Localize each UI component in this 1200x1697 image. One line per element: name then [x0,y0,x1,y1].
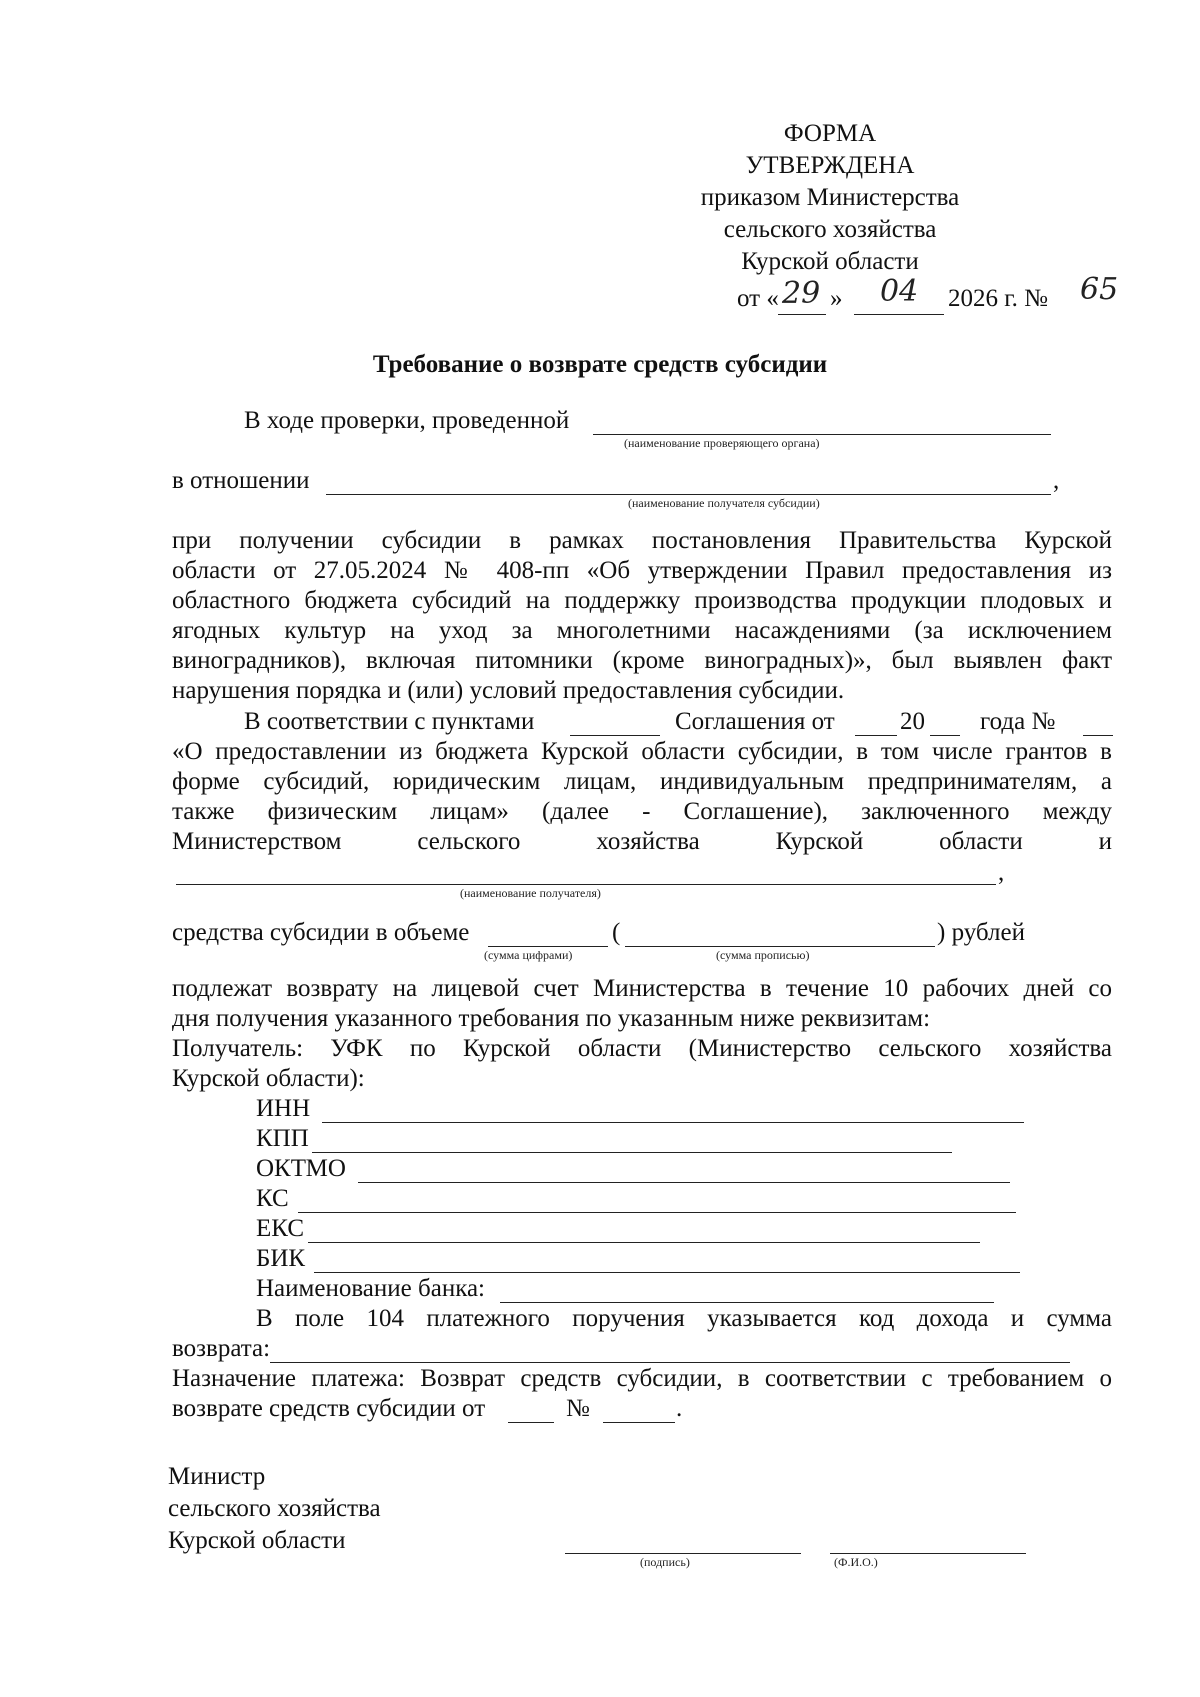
signature-title-line2: сельского хозяйства [168,1495,381,1522]
requisite-kpp-field[interactable] [312,1152,952,1153]
sum-paren-close: ) рублей [937,919,1025,946]
stamp-quote-close: » [830,285,843,312]
regarding-caption: (наименование получателя субсидии) [628,496,820,510]
requisite-bik-label: БИК [256,1245,306,1272]
signature-field[interactable] [565,1553,801,1554]
agreement-from-label: Соглашения от [675,708,835,735]
stamp-date-prefix: от « [737,285,779,312]
check-lead-caption: (наименование проверяющего органа) [624,436,820,450]
para1-line: областного бюджета субсидий на поддержку производства продукции плодовых и [172,587,1112,614]
signature-caption: (подпись) [640,1555,690,1569]
field104-line1: В поле 104 платежного поручения указывается код дохода и сумма [256,1305,1112,1332]
requisite-kpp-label: КПП [256,1125,309,1152]
stamp-ministry: сельского хозяйства [723,216,937,243]
requisite-oktmo-label: ОКТМО [256,1155,346,1182]
agreement-points-label: В соответствии с пунктами [244,708,535,735]
stamp-year-number: 2026 г. № [948,285,1049,312]
requisite-inn-label: ИНН [256,1095,311,1122]
sum-digits-caption: (сумма цифрами) [484,948,573,962]
regarding-label: в отношении [172,467,310,494]
purpose-line1: Назначение платежа: Возврат средств субсидии, в соответствии с требованием о [172,1365,1112,1392]
para2-line: форме субсидий, юридическим лицам, индивидуальным предпринимателям, а [172,768,1112,795]
stamp-order: приказом Министерства [700,184,960,211]
purpose-line2-a: возврате средств субсидии от [172,1395,486,1422]
requisite-ks-label: КС [256,1185,289,1212]
para3-line: Получатель: УФК по Курской области (Министерство сельского хозяйства [172,1035,1112,1062]
para2-line: также физическим лицам» (далее - Соглашение), заключенного между [172,798,1112,825]
para2-line: «О предоставлении из бюджета Курской области субсидии, в том числе грантов в [172,738,1112,765]
stamp-approved: УТВЕРЖДЕНА [745,152,915,179]
para3-line: подлежат возврату на лицевой счет Министерства в течение 10 рабочих дней со [172,975,1112,1002]
requisite-oktmo-field[interactable] [358,1182,1010,1183]
field104-line2: возврата: [172,1335,271,1362]
requisite-inn-field[interactable] [322,1122,1024,1123]
para1-line: при получении субсидии в рамках постановления Правительства Курской [172,527,1112,554]
document-title: Требование о возврате средств субсидии [372,351,828,378]
name-caption: (Ф.И.О.) [834,1555,878,1569]
agreement-number-label: года № [980,708,1056,735]
signature-title-line3: Курской области [168,1527,346,1554]
sum-paren-open: ( [612,919,621,946]
para3-line: дня получения указанного требования по указанным ниже реквизитам: [172,1005,931,1032]
stamp-month: 04 [880,274,919,309]
stamp-day: 29 [782,276,821,311]
regarding-comma: , [1053,467,1060,494]
para1-line: ягодных культур на уход за многолетними насаждениями (за исключением [172,617,1112,644]
requisite-bik-field[interactable] [314,1272,1020,1273]
agreement-year-prefix: 20 [900,708,925,735]
para2-line: Министерством сельского хозяйства Курской области и [172,828,1112,855]
requisite-eks-field[interactable] [308,1242,980,1243]
sum-label: средства субсидии в объеме [172,919,470,946]
para1-line: области от 27.05.2024 № 408-пп «Об утверждении Правил предоставления из [172,557,1112,584]
para1-last-line: нарушения порядка и (или) условий предоставления субсидии. [172,677,845,704]
requisite-bank-label: Наименование банка: [256,1275,486,1302]
field104-field[interactable] [270,1362,1070,1363]
recipient-comma: , [998,859,1005,886]
requisite-eks-label: ЕКС [256,1215,304,1242]
sum-words-caption: (сумма прописью) [716,948,810,962]
para1-line: виноградников), включая питомники (кроме виноградных)», был выявлен факт [172,647,1112,674]
stamp-form: ФОРМА [783,120,877,147]
recipient-caption: (наименование получателя) [460,886,601,900]
stamp-number: 65 [1080,272,1119,307]
purpose-period: . [676,1395,683,1422]
check-lead: В ходе проверки, проведенной [244,407,570,434]
requisite-bank-field[interactable] [500,1302,994,1303]
purpose-number-sign: № [566,1395,590,1422]
name-field[interactable] [830,1553,1026,1554]
stamp-region: Курской области [741,248,919,275]
signature-title-line1: Министр [168,1463,266,1490]
para3-line: Курской области): [172,1065,365,1092]
requisite-ks-field[interactable] [298,1212,1016,1213]
